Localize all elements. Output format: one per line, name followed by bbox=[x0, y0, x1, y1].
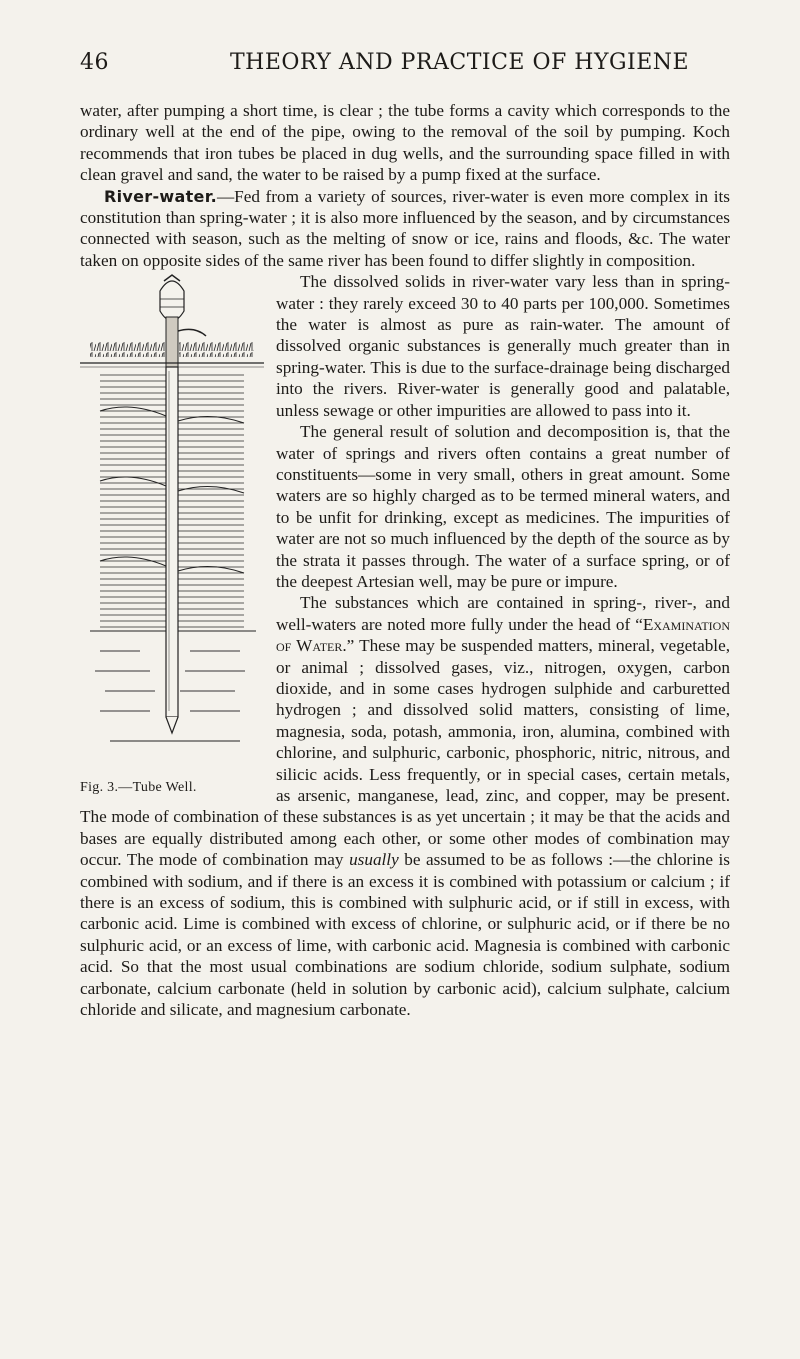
emphasis-usually: usually bbox=[349, 850, 399, 870]
page-number: 46 bbox=[80, 50, 109, 75]
well-tube bbox=[166, 367, 178, 733]
tube-well-illustration bbox=[80, 271, 264, 771]
paragraph-river-water bbox=[80, 186, 730, 272]
paragraph-tube-well-end: water, after pumping a short time, is clear ; the tube forms a cavity which corresponds to the ordinary well at the end of the pipe, owing to the removal of the soil by pumping. Koch recommends that iron tubes be placed in dug wells, and the surrounding space filled in with clean gravel and sand, the water to be raised by a pump fixed at the surface. bbox=[80, 101, 730, 185]
tube-well-figure bbox=[80, 271, 264, 799]
section-heading-river-water: River-water. bbox=[104, 186, 217, 206]
cross-reference-examination: Examination of Water bbox=[276, 614, 730, 656]
substances-text-a: The substances which are contained in spring-, river-, and well-waters are noted more fully under the head of “ bbox=[276, 593, 730, 634]
figure-caption: Fig. 3.—Tube Well. bbox=[80, 780, 197, 796]
substances-text-b: .” These may be suspended matters, mineral, vegetable, or animal ; dissolved gases, viz., nitrogen, oxygen, carbon dioxide, and in some cases hydrogen sulphide and carburetted hydrogen ; and dissolved solid matters, consisting of lime, magnesia, soda, potash, ammonia, iron, alumina, combined with chlorine, and sulphuric, carbonic, phosphoric, nitric, nitrous, and silicic acids. Less frequently, or in special cases, certain metals, as arsenic, manganese, lead, zinc, and copper, may be present. The mode of combination of these substances is as yet uncertain ; it may be that the acids and bases are equally distributed among each other, or some other modes of combination may occur. The mode of combination may bbox=[80, 636, 730, 870]
running-title: THEORY AND PRACTICE OF HYGIENE bbox=[230, 50, 690, 75]
substances-text-c: be assumed to be as follows :—the chlorine is combined with sodium, and if there is an excess it is combined with potassium or calcium ; if there is an excess of sodium, this is combined with sulphuric acid, or if still in excess, with carbonic acid. Lime is combined with excess of chlorine, or sulphuric acid, or if there be no sulphuric acid, or an excess of lime, with carbonic acid. Magnesia is combined with carbonic acid. So that the most usual combinations are sodium chloride, sodium sulphate, sodium carbonate, calcium carbonate (held in solution by carbonic acid), calcium sulphate, calcium chloride and silicate, and magnesium carbonate. bbox=[80, 850, 730, 1020]
paragraph-dissolved-solids: The dissolved solids in river-water vary less than in spring-water : they rarely exceed 30 to 40 parts per 100,000. Sometimes the water is almost as pure as rain-water. The amount of dissolved organic substances is generally much greater than in spring-water. This is due to the surface-drainage being discharged into the rivers. River-water is generally good and palatable, unless sewage or other impurities are allowed to pass into it. bbox=[276, 272, 730, 420]
paragraph-river-water-text: —Fed from a variety of sources, river-water is even more complex in its constitution than spring-water ; it is also more influenced by the season, and by circumstances connected with season, such as the melting of snow or ice, rains and floods, &c. The water taken on opposite sides of the same river has been found to differ slightly in composition. bbox=[80, 186, 730, 270]
page-header bbox=[80, 50, 730, 84]
paragraph-general-result: The general result of solution and decomposition is, that the water of springs and rivers often contains a great number of constituents—some in very small, others in great amount. Some waters are so highly charged as to be termed mineral waters, and to be unfit for drinking, except as medicines. The impurities of water are not so much influenced by the depth of the source as by the strata it passes through. The water of a surface spring, or of the deepest Artesian well, may be pure or impure. bbox=[276, 422, 730, 591]
body-text bbox=[80, 100, 730, 1020]
